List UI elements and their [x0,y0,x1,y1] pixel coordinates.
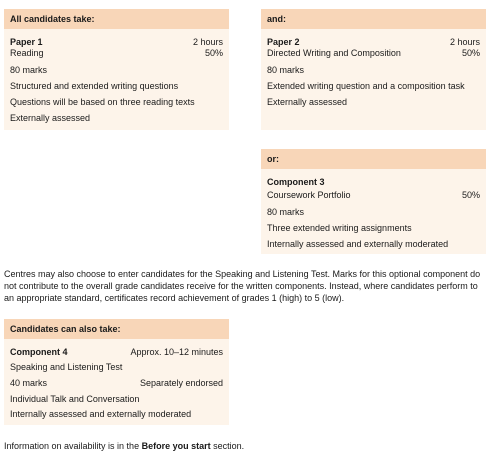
panel-header: Candidates can also take: [4,319,229,339]
optional-test-paragraph: Centres may also choose to enter candidates for the Speaking and Listening Test. Marks for this optional component do not contribute to the overall grade candidates receive for the written components. Instead, where candidates perform to an appropriate standard, certificates record achievement of grades 1 (high) to 5 (low). [4,269,481,303]
duration: Approx. 10–12 minutes [130,347,223,357]
panel-header: or: [261,149,486,169]
weight: 50% [204,48,223,58]
marks: 40 marks [10,378,48,388]
detail-line: Questions will be based on three reading texts [10,97,195,107]
component-subtitle: Reading [10,48,44,58]
weight: 50% [461,48,480,58]
component-title: Component 4 [10,347,68,357]
panel-header: All candidates take: [4,9,229,29]
weight: 50% [461,190,480,200]
detail-line: Three extended writing assignments [267,223,412,233]
detail-line: Externally assessed [267,97,348,107]
marks: 80 marks [267,65,305,75]
component-title: Component 3 [267,177,325,187]
note-prefix: Information on availability is in the [4,441,142,451]
component-4-panel [4,319,229,425]
detail-line: Individual Talk and Conversation [10,394,140,404]
component-title: Paper 2 [267,37,300,47]
detail-line: Externally assessed [10,113,91,123]
marks: 80 marks [10,65,48,75]
note-suffix: section. [210,441,245,451]
detail-line: Extended writing question and a composition task [267,81,465,91]
endorsement: Separately endorsed [139,378,223,388]
component-3-panel [261,149,486,254]
duration: 2 hours [192,37,223,47]
component-subtitle: Directed Writing and Composition [267,48,401,58]
marks: 80 marks [267,207,305,217]
panel-header: and: [261,9,486,29]
detail-line: Structured and extended writing questions [10,81,179,91]
before-you-start-ref: Before you start [141,441,211,451]
detail-line: Internally assessed and externally moderated [10,409,192,419]
component-subtitle: Coursework Portfolio [267,190,351,200]
component-title: Paper 1 [10,37,43,47]
paper-1-panel [4,9,229,130]
paper-2-panel [261,9,486,130]
detail-line: Internally assessed and externally moderated [267,239,449,249]
component-subtitle: Speaking and Listening Test [10,362,123,372]
availability-note [4,441,244,452]
duration: 2 hours [449,37,480,47]
